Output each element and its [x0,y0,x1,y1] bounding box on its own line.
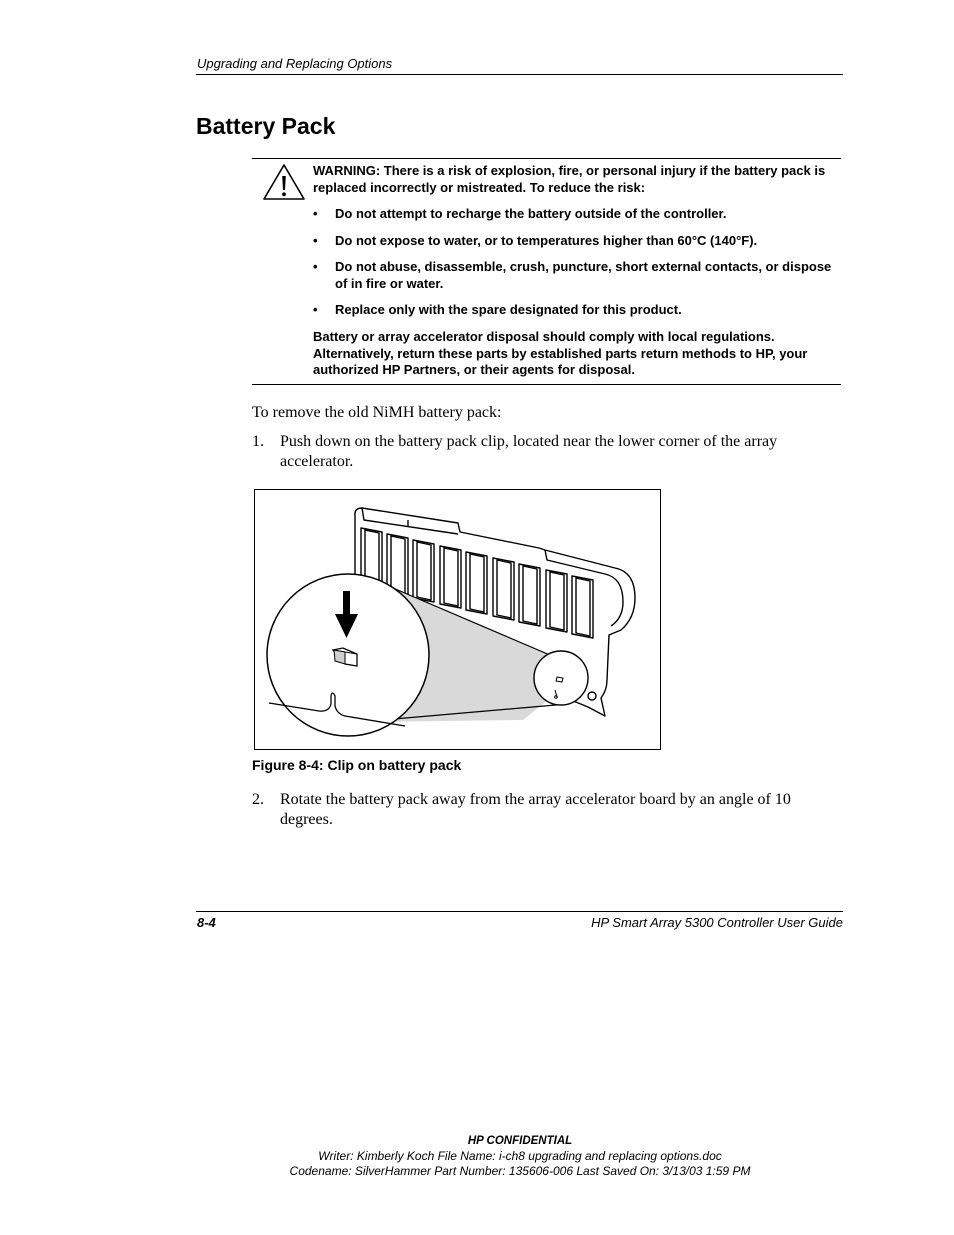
step-2 [252,790,822,830]
codename-line: Codename: SilverHammer Part Number: 135606-006 Last Saved On: 3/13/03 1:59 PM [289,1164,751,1178]
warning-bullet-text: Replace only with the spare designated for this product. [335,302,682,317]
bullet-icon: • [313,206,318,221]
warning-bullet-text: Do not attempt to recharge the battery outside of the controller. [335,206,727,221]
step-1 [252,432,822,472]
warning-top-rule [252,158,841,159]
list-item [313,206,833,223]
confidential-label: HP CONFIDENTIAL [467,1135,573,1147]
header-rule [196,74,843,75]
disposal-note: Battery or array accelerator disposal should comply with local regulations. Alternatively, return these parts by established parts return methods to HP, your authorized HP Partners, or their agents for disposal. [313,329,808,377]
footer-rule [196,911,843,912]
list-item [313,302,833,319]
step-number: 1. [252,433,264,450]
writer-line: Writer: Kimberly Koch File Name: i-ch8 upgrading and replacing options.doc [318,1149,722,1163]
intro-paragraph: To remove the old NiMH battery pack: [252,404,502,421]
list-item [313,259,833,292]
figure-caption: Figure 8-4: Clip on battery pack [252,757,462,773]
warning-bottom-rule [252,384,841,385]
list-item [313,233,833,250]
page-number: 8-4 [197,915,216,930]
figure-frame [254,489,661,750]
bullet-icon: • [313,302,318,317]
warning-bullet-text: Do not expose to water, or to temperatures higher than 60°C (140°F). [335,232,758,248]
step-number: 2. [252,791,264,808]
page-title: Battery Pack [196,113,336,139]
step-text: Rotate the battery pack away from the array accelerator board by an angle of 10 degrees. [280,791,791,828]
warning-triangle-icon [262,162,306,202]
warning-bullet-list [313,206,833,329]
warning-intro: WARNING: There is a risk of explosion, fire, or personal injury if the battery pack is replaced incorrectly or mistreated. To reduce the risk: [313,163,826,195]
bullet-icon: • [313,232,318,248]
bullet-icon: • [313,259,318,274]
battery-pack-illustration [255,490,660,749]
running-header: Upgrading and Replacing Options [197,56,393,71]
guide-title: HP Smart Array 5300 Controller User Guide [591,915,843,930]
step-text: Push down on the battery pack clip, located near the lower corner of the array accelerator. [280,433,778,470]
warning-bullet-text: Do not abuse, disassemble, crush, puncture, short external contacts, or dispose of in fire or water. [335,259,832,291]
